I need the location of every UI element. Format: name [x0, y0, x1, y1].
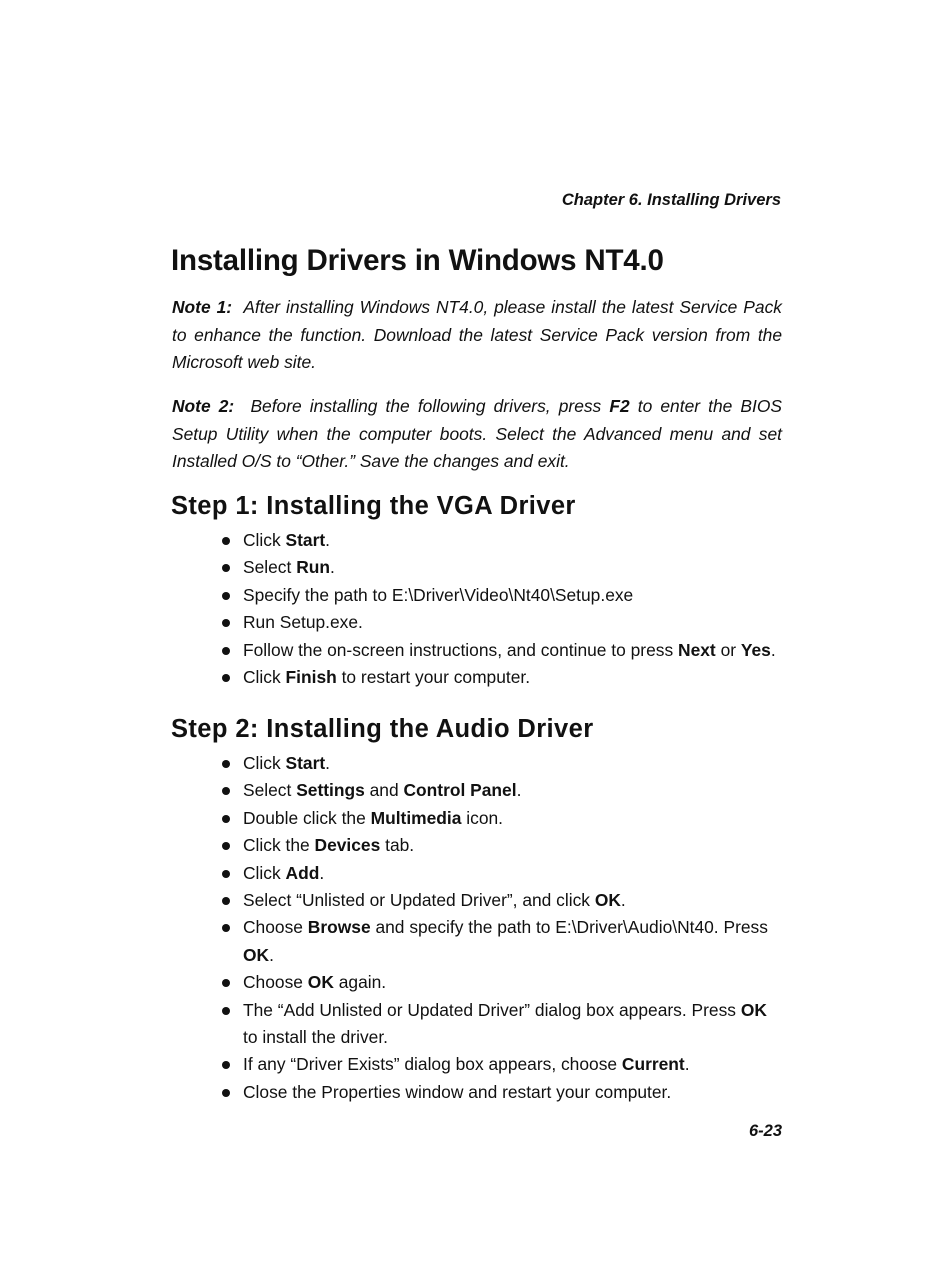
- item-emphasis: Start: [285, 753, 326, 773]
- item-text: .: [325, 753, 330, 773]
- note-1-label: Note 1:: [172, 297, 233, 317]
- item-text: Run Setup.exe.: [243, 612, 363, 633]
- item-text: Follow the on-screen instructions, and continue to press: [243, 639, 674, 660]
- list-item: [222, 832, 784, 859]
- bullet-icon: [222, 564, 230, 572]
- bullet-icon: [222, 1007, 230, 1015]
- step-1-heading: Step 1: Installing the VGA Driver: [171, 492, 576, 520]
- bullet-icon: [222, 647, 230, 655]
- item-text: If any “Driver Exists” dialog box appears, choose: [243, 1054, 618, 1075]
- item-text: Click: [243, 667, 281, 688]
- item-emphasis: Current: [621, 1054, 685, 1075]
- item-text: Click: [243, 530, 281, 550]
- item-emphasis: Yes: [740, 639, 771, 660]
- item-text: again.: [338, 972, 387, 993]
- list-item: [222, 637, 784, 664]
- bullet-icon: [222, 619, 230, 627]
- item-text: .: [620, 890, 626, 911]
- bullet-icon: [222, 1061, 230, 1069]
- list-item: [222, 914, 784, 969]
- note-2-label: Note 2:: [172, 396, 235, 416]
- note-2-text: Before installing the following drivers, press: [250, 396, 602, 416]
- item-text: or: [720, 639, 737, 660]
- list-item: [222, 582, 784, 609]
- note-2-key: F2: [609, 396, 630, 416]
- page-number: 6-23: [748, 1122, 782, 1140]
- note-2-text-continued: to enter the BIOS Setup Utility when the computer boots. Select the Advanced menu and set Installed O/S to “Other.” Save the changes and exit.: [172, 396, 782, 472]
- list-item: [222, 750, 784, 777]
- item-text: tab.: [385, 835, 415, 856]
- bullet-icon: [222, 537, 230, 545]
- item-text: Select “Unlisted or Updated Driver”, and click: [243, 890, 590, 911]
- bullet-icon: [222, 760, 230, 768]
- item-text: .: [269, 944, 274, 965]
- item-text: .: [319, 862, 325, 883]
- step-1-list: [222, 527, 784, 691]
- item-emphasis: OK: [243, 944, 270, 965]
- item-text: to restart your computer.: [341, 667, 531, 688]
- item-text: Close the Properties window and restart your computer.: [243, 1081, 672, 1102]
- item-emphasis: Browse: [307, 917, 371, 938]
- bullet-icon: [222, 979, 230, 987]
- note-1-text: After installing Windows NT4.0, please install the latest Service Pack to enhance the function. Download the latest Service Pack version from the Microsoft web site.: [172, 297, 782, 373]
- item-emphasis: OK: [594, 890, 621, 911]
- bullet-icon: [222, 1089, 230, 1097]
- item-text: Specify the path to E:\Driver\Video\Nt40\Setup.exe: [243, 584, 634, 605]
- bullet-icon: [222, 842, 230, 850]
- item-emphasis: OK: [740, 999, 767, 1020]
- item-emphasis: Settings: [296, 780, 365, 801]
- item-text: Choose: [243, 917, 303, 938]
- list-item: [222, 969, 784, 996]
- item-text: and specify the path to E:\Driver\Audio\Nt40. Press: [375, 917, 768, 938]
- item-text: The “Add Unlisted or Updated Driver” dialog box appears. Press: [243, 999, 736, 1020]
- item-emphasis: Next: [678, 639, 716, 660]
- item-text: .: [330, 557, 335, 578]
- list-item: [222, 887, 784, 914]
- item-emphasis: Start: [285, 530, 326, 550]
- item-text: and: [369, 780, 399, 801]
- item-emphasis: OK: [307, 972, 334, 993]
- item-emphasis: Devices: [314, 835, 381, 856]
- item-text: Choose: [243, 972, 303, 993]
- step-2-list: [222, 750, 784, 1106]
- bullet-icon: [222, 897, 230, 905]
- item-emphasis: Multimedia: [370, 807, 462, 828]
- bullet-icon: [222, 924, 230, 932]
- bullet-icon: [222, 787, 230, 795]
- list-item: [222, 805, 784, 832]
- page-title: Installing Drivers in Windows NT4.0: [171, 244, 664, 277]
- list-item: [222, 860, 784, 887]
- item-text: Click: [243, 753, 281, 773]
- item-text: Select: [243, 780, 292, 801]
- list-item: [222, 664, 784, 691]
- list-item: [222, 609, 784, 636]
- item-text: .: [325, 530, 330, 550]
- list-item: [222, 554, 784, 581]
- item-emphasis: Finish: [285, 667, 337, 688]
- item-text: to install the driver.: [243, 1027, 388, 1048]
- item-text: icon.: [466, 807, 504, 828]
- item-emphasis: Add: [285, 862, 320, 883]
- running-header: Chapter 6. Installing Drivers: [561, 191, 781, 209]
- item-emphasis: Run: [296, 557, 330, 578]
- item-text: Click: [243, 862, 281, 883]
- note-2: [172, 393, 782, 476]
- item-text: Select: [243, 557, 292, 578]
- list-item: [222, 997, 784, 1052]
- item-text: Click the: [243, 835, 310, 856]
- item-text: Double click the: [243, 807, 366, 828]
- list-item: [222, 1079, 784, 1106]
- item-text: .: [684, 1054, 690, 1075]
- item-text: .: [770, 639, 776, 660]
- bullet-icon: [222, 870, 230, 878]
- item-text: .: [516, 780, 522, 801]
- item-emphasis: Control Panel: [403, 780, 517, 801]
- list-item: [222, 527, 784, 554]
- list-item: [222, 1051, 784, 1078]
- list-item: [222, 777, 784, 804]
- bullet-icon: [222, 674, 230, 682]
- bullet-icon: [222, 592, 230, 600]
- step-2-heading: Step 2: Installing the Audio Driver: [171, 715, 594, 743]
- note-1: [172, 294, 782, 377]
- bullet-icon: [222, 815, 230, 823]
